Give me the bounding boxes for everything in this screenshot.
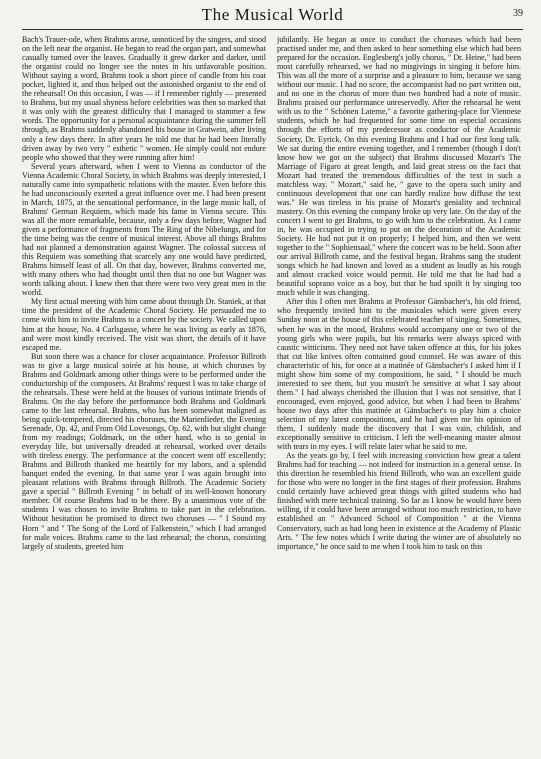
page-header [22,4,523,28]
paragraph: After this I often met Brahms at Professor Gänsbacher's, his old friend, who frequently invited him to the musicales which were given every Sunday noon at the house of this celebrated teacher of singing. Sometimes, when he was in the mood, Brahms would accompany one or two of the young girls who were pupils, but his remarks were always spiced with caustic witticisms. They need not have taken offence at this, for his jokes that cut like knives often contained good counsel. He was aware of this characteristic of his, for once at a matinée of Gänsbacher's I asked him if I might show him some of my compositions, he said, " I should be much interested to see them, but you mustn't be sensitive at what I say about them." I had always cherished the illusion that I was not sensitive, that I encouraged, even enjoyed, good advice, but when I had been to Brahms' house two days after this matinée at Gänsbacher's to play him a choice selection of my latest compositions, and he had given me his opinion of them, I suddenly made the discovery that I was vain, childish, and exceptionally sensitive to criticism. I left the well-meaning master almost with tears in my eyes. I will relate later what he said to me. [277,297,521,452]
page-title: The Musical World [201,5,344,24]
paragraph: Several years afterward, when I went to Vienna as conductor of the Vienna Academic Choral Society, in which Brahms was deeply interested, I naturally came into sympathetic relations with the master. Even before this he had unconsciously exerted a great influence over me. I had been present in March, 1875, at the sensational performance, in the large music hall, of Brahms' German Requiem, which made his fame in Vienna secure. This was all the more remarkable, because, only a few days before, Wagner had given a performance of fragments from The Ring of the Nibelungs, and for the time being was the centre of musical interest. Above all things Brahms had not planned a demonstration against Wagner. The colossal success of this Requiem was something that scarcely any one would have predicted, Brahms himself least of all. On that day, however, Brahms converted me, with many others who had thought until then that no one but Wagner was worth talking about. I knew then that there were two very great men in the world. [22,161,266,298]
left-column [22,35,266,747]
right-column [277,35,521,747]
paragraph: Bach's Trauer-ode, when Brahms arose, unnoticed by the singers, and stood on the left near the organist. He began to read the organ part, and somewhat casually turned over the leaves. Gradually it grew darker and darker, until the organist could no longer see the notes in his unfavorable position. Without saying a word, Brahms took a short piece of candle from his coat pocket, lighted it, and thus helped out the astonished organist to the end of the rehearsal! On this occasion, I was — if I remember rightly — presented to Brahms, but my usual shyness before celebrities was then so marked that it was only with the greatest difficulty that I managed to stammer a few words. The opportunity for a personal acquaintance during the summer fell through, as Brahms suddenly abandoned his house in Gratwein, after living only a few days there. In after years he told me that he had been literally driven away by two very " esthetic " women. He simply could not endure people who showed that they were running after him! [22,35,266,162]
paragraph: But soon there was a chance for closer acquaintance. Professor Billroth was to give a large musical soirée at his house, at which choruses by Brahms and Goldmark among other things were to be performed under the conductorship of the composers. At Brahms' request I was to take charge of the rehearsals. These were held at the houses of various intimate friends of Brahms. On the day before the performance both Brahms and Goldmark came to the last rehearsal. Brahms, who has been somewhat maligned as being quick-tempered, directed his choruses, the Marienlieder, the Evening Serenade, Op. 42, and From Old Lovesongs, Op. 62, with but slight change from my readings; Goldmark, on the other hand, who is so genial in everyday life, but universally dreaded at rehearsal, worked over details with tireless energy. The performance at the concert went off excellently; Brahms and Billroth thanked me heartily for my labors, and a splendid banquet ended the evening. In that same year I was again brought into pleasant relations with Brahms through Billroth. The Academic Society gave a special " Billroth Evening " in behalf of its well-known honorary member. Of course Brahms had to be there. By a unanimous vote of the students I was chosen to invite Brahms to take part in the celebration. Without hesitation he promised to direct two choruses — " I Sound my Horn " and " The Song of the Lord of Falkenstein," which I had arranged for male voices. Brahms came to the last rehearsal; the chorus, consisting largely of students, greeted him [22,351,266,551]
paragraph: jubilantly. He began at once to conduct the choruses which had been practised under me, and then asked to hear something else which had been prepared for the occasion. Englesberg's jolly chorus, " Dr. Heine," had been most carefully rehearsed, we had no misgivings in singing it before him. This was all the more of a surprise and a pleasure to him, because we sang without our music. I had no score, the accompanist had no part written out, and no one in the chorus of more than two hundred had a note of music. Brahms praised our performance unreservedly. After the rehearsal he went with us to the " Schönen Laterne," a favorite gathering-place for Viennese students, which he had frequented for some time on especial occasions through the efforts of my predecessor as conductor of the Academic Society, Dr. Eyrick. On this evening Brahms and I had our first long talk. We sat during the entire evening together, and I remember (though I don't know how we got on the subject) that Brahms discussed Mozart's The Marriage of Figaro at great length, and laid great stress on the fact that Mozart had treated the tremendous difficulties of the text in such a matchless way. " Mozart," said he, " gave to the opera such unity and continuous development that one can hardly realize how diffuse the text was." He was tireless in his praise of Mozart's geniality and technical mastery. On this evening the company broke up very late. On the day of the concert I went to get Brahms, to go with him to the celebration. As I came in, he was occupied in trying to put on the decoration of the Academic Society. He had not put it on properly; I helped him, and then we went together to the " Sophiensaal," where the concert was to be held. Soon after our arrival Billroth came, and the festival began. Brahms sang the student songs which he had known and loved as a student as loudly as his rough and almost cracked voice would permit. He told me that he had had a beautiful soprano voice as a boy, but that he had spoilt it by singing too much while it was changing. [277,35,521,298]
paragraph: My first actual meeting with him came about through Dr. Staniek, at that time the president of the Academic Choral Society. He persuaded me to come with him to invite Brahms to a concert by the society. We called upon him at the house, No. 4 Carlsgasse, where he was living as early as 1876, and were most kindly received. The visit was short, the details of it have escaped me. [22,297,266,352]
paragraph: As the years go by, I feel with increasing conviction how great a talent Brahms had for teaching — not indeed for instruction in a general sense. In this direction he resembled his friend Billroth, who was an excellent guide for those who were no longer in the first stages of their profession. Brahms could certainly have achieved great things with gifted students who had finished with mere technical training. So far as I know he would have been willing, if it could have been arranged without too much restriction, to have established an " Advanced School of Composition " at the Vienna Conservatory, such as had long been in existence at the Academy of Plastic Arts. " The few notes which I write during the winter are of absolutely no importance," he once said to me when I took him to task on this [277,451,521,551]
page-number: 39 [513,8,523,19]
header-rule [22,29,523,30]
